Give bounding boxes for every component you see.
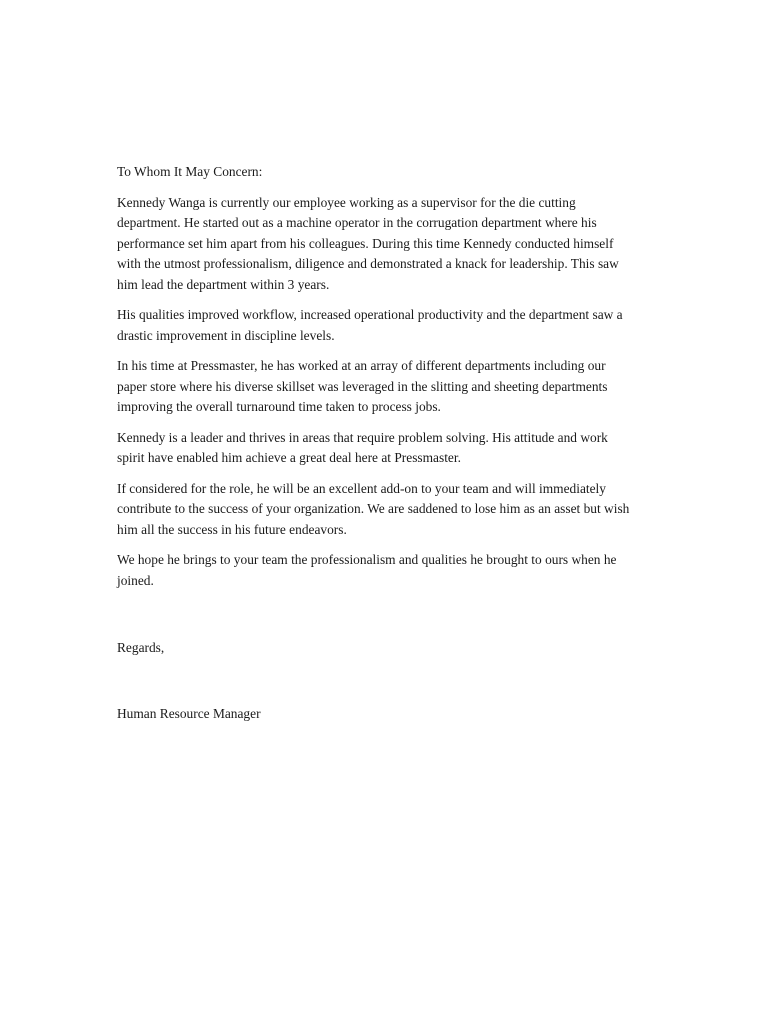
- closing: Regards,: [117, 640, 165, 655]
- paragraph: We hope he brings to your team the professionalism and qualities he brought to ours when he joined.: [117, 552, 617, 588]
- paragraph: In his time at Pressmaster, he has worked at an array of different departments including our paper store where his diverse skillset was leveraged in the slitting and sheeting departments improving the overall turnaround time taken to process jobs.: [117, 358, 608, 414]
- paragraph: His qualities improved workflow, increased operational productivity and the department saw a drastic improvement in discipline levels.: [117, 307, 623, 343]
- paragraph: Kennedy is a leader and thrives in areas that require problem solving. His attitude and work spirit have enabled him achieve a great deal here at Pressmaster.: [117, 429, 608, 465]
- signatory-title: Human Resource Manager: [117, 706, 261, 721]
- salutation: To Whom It May Concern:: [117, 164, 263, 179]
- paragraph: If considered for the role, he will be an excellent add-on to your team and will immediately contribute to the success of your organization. We are saddened to lose him as an asset but wish him all the success in his future endeavors.: [117, 480, 630, 537]
- paragraph: Kennedy Wanga is currently our employee working as a supervisor for the die cutting department. He started out as a machine operator in the corrugation department where his performance set him apart from his colleagues. During this time Kennedy conducted himself with the utmost professionalism, diligence and demonstrated a knack for leadership. This saw him lead the department within 3 years.: [117, 194, 619, 292]
- letter-body: [117, 162, 657, 601]
